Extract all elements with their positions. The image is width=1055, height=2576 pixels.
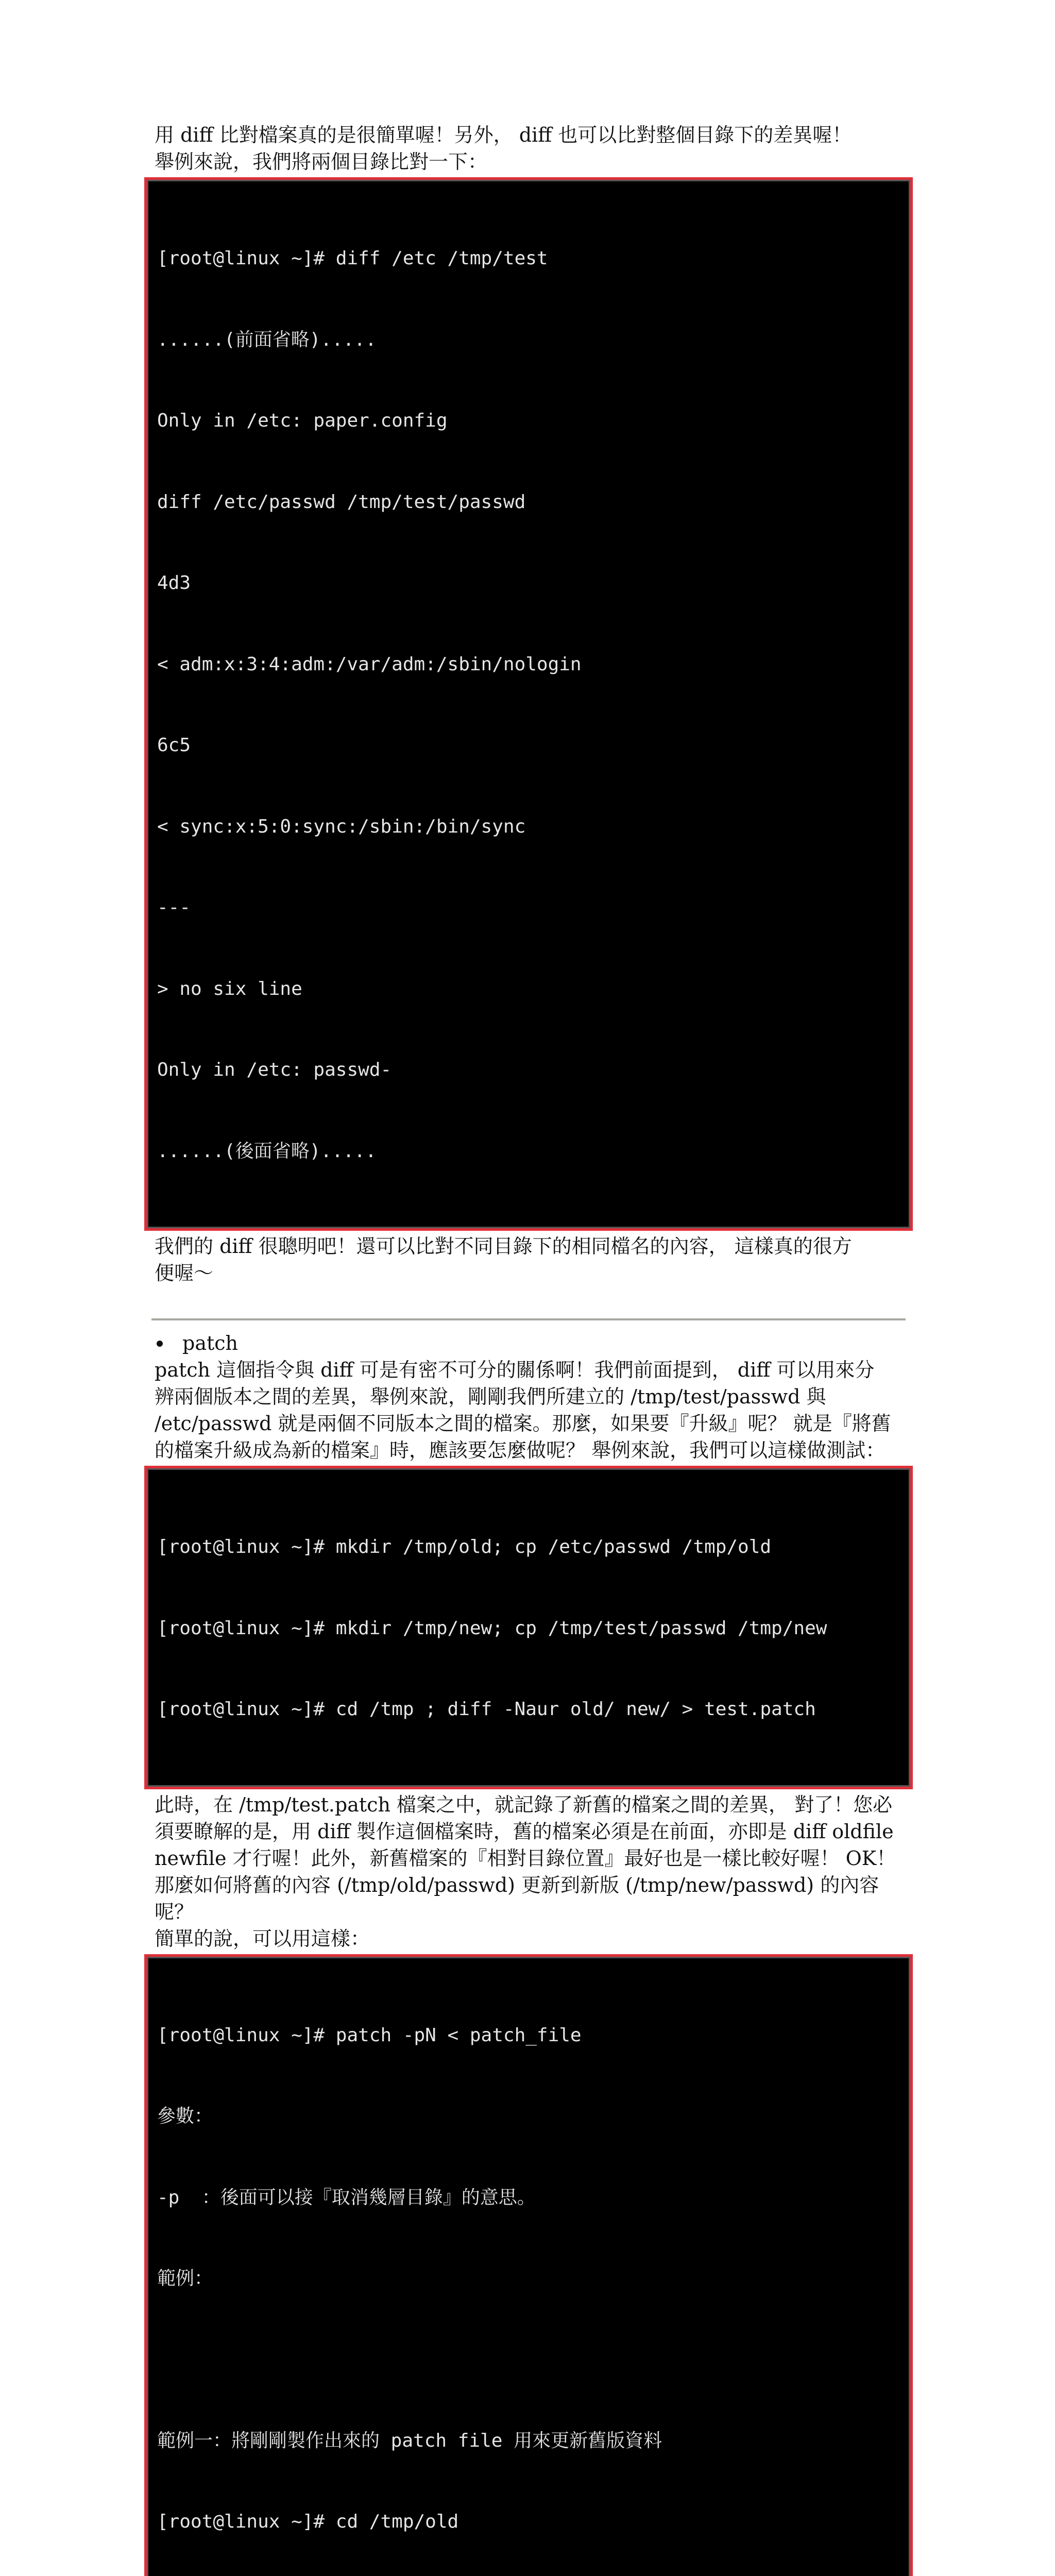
text-line: newfile 才行喔！此外，新舊檔案的『相對目錄位置』最好也是一樣比較好喔！ OK！	[155, 1845, 903, 1872]
document-body	[155, 122, 903, 2576]
text-line: 舉例來說，我們將兩個目錄比對一下：	[155, 148, 903, 175]
terminal-line: Only in /etc: paper.config	[157, 408, 900, 435]
text-line: 的檔案升級成為新的檔案』時，應該要怎麼做呢？ 舉例來說，我們可以這樣做測試：	[155, 1437, 903, 1464]
terminal-line: [root@linux ~]# mkdir /tmp/new; cp /tmp/test/passwd /tmp/new	[157, 1615, 900, 1642]
bullet-icon	[157, 1341, 163, 1347]
after-mkdir-paragraph	[155, 1791, 903, 1952]
terminal-block-mkdir	[144, 1466, 913, 1789]
terminal-line: 6c5	[157, 732, 900, 759]
terminal-line: < sync:x:5:0:sync:/sbin:/bin/sync	[157, 814, 900, 841]
bullet-label: patch	[182, 1332, 238, 1354]
terminal-line: 4d3	[157, 570, 900, 597]
text-line: 簡單的說，可以用這樣：	[155, 1925, 903, 1952]
terminal-line: ---	[157, 894, 900, 922]
text-line: 辨兩個版本之間的差異，舉例來說，剛剛我們所建立的 /tmp/test/passwd 與	[155, 1383, 903, 1410]
bullet-heading-patch	[155, 1330, 903, 1357]
text-line: 用 diff 比對檔案真的是很簡單喔！另外， diff 也可以比對整個目錄下的差異喔！	[155, 122, 903, 148]
patch-intro-paragraph	[155, 1357, 903, 1464]
text-line: patch 這個指令與 diff 可是有密不可分的關係啊！我們前面提到， diff 可以用來分	[155, 1357, 903, 1383]
text-line: 那麼如何將舊的內容 (/tmp/old/passwd) 更新到新版 (/tmp/new/passwd) 的內容呢？	[155, 1872, 903, 1925]
terminal-line: Only in /etc: passwd-	[157, 1057, 900, 1084]
terminal-line: ......(後面省略).....	[157, 1138, 900, 1165]
terminal-line: diff /etc/passwd /tmp/test/passwd	[157, 489, 900, 516]
terminal-line: [root@linux ~]# cd /tmp ; diff -Naur old/ new/ > test.patch	[157, 1696, 900, 1723]
terminal-line: 範例：	[157, 2265, 900, 2293]
text-line: /etc/passwd 就是兩個不同版本之間的檔案。那麼，如果要『升級』呢？ 就是『將舊	[155, 1410, 903, 1437]
terminal-line: 範例一：將剛剛製作出來的 patch file 用來更新舊版資料	[157, 2428, 900, 2455]
terminal-block-patch	[144, 1954, 913, 2576]
terminal-line: -p ：後面可以接『取消幾層目錄』的意思。	[157, 2184, 900, 2212]
terminal-line: > no six line	[157, 976, 900, 1003]
after-diff-paragraph	[155, 1233, 903, 1286]
terminal-line: [root@linux ~]# diff /etc /tmp/test	[157, 245, 900, 273]
text-line: 須要瞭解的是，用 diff 製作這個檔案時，舊的檔案必須是在前面，亦即是 diff oldfile	[155, 1818, 903, 1845]
terminal-line: [root@linux ~]# cd /tmp/old	[157, 2509, 900, 2536]
text-line: 我們的 diff 很聰明吧！還可以比對不同目錄下的相同檔名的內容， 這樣真的很方	[155, 1233, 903, 1260]
terminal-line: 參數：	[157, 2103, 900, 2130]
horizontal-divider	[151, 1318, 906, 1320]
terminal-line: ......(前面省略).....	[157, 327, 900, 354]
terminal-line: [root@linux ~]# mkdir /tmp/old; cp /etc/passwd /tmp/old	[157, 1534, 900, 1561]
terminal-line: [root@linux ~]# patch -pN < patch_file	[157, 2022, 900, 2049]
terminal-block-diff	[144, 177, 913, 1231]
text-line: 便喔～	[155, 1260, 903, 1286]
terminal-line: < adm:x:3:4:adm:/var/adm:/sbin/nologin	[157, 651, 900, 679]
terminal-line	[157, 2347, 900, 2374]
intro-paragraph	[155, 122, 903, 175]
text-line: 此時，在 /tmp/test.patch 檔案之中，就記錄了新舊的檔案之間的差異， 對了！您必	[155, 1791, 903, 1818]
